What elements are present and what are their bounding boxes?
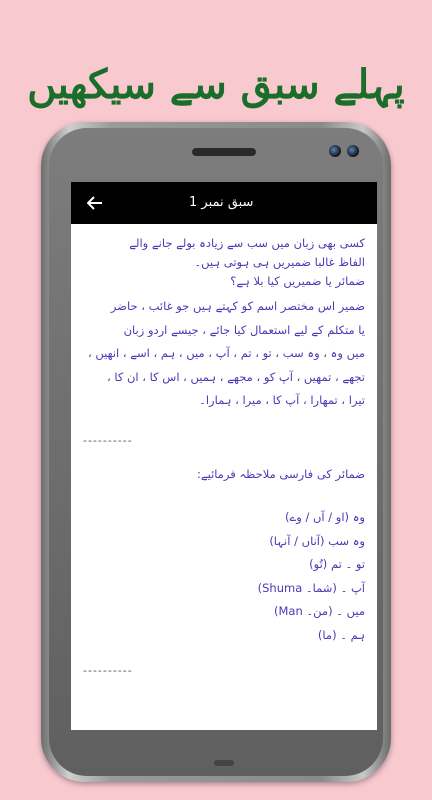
- separator: ----------: [83, 664, 133, 677]
- pronoun-item: میں ۔ (من۔ Man): [274, 604, 365, 618]
- phone-body: [49, 128, 383, 776]
- section-heading: ضمائر کی فارسی ملاحظہ فرمائیے:: [196, 466, 365, 481]
- text-line: میں وہ ، وہ سب ، تو ، تم ، آپ ، میں ، ہم ، اسے ، انھیں ،: [87, 346, 365, 360]
- phone-screen: [71, 182, 377, 730]
- speaker-grille: [192, 148, 256, 156]
- pronoun-item: تو ۔ تم (تُو): [309, 557, 365, 571]
- separator: ----------: [83, 433, 133, 447]
- text-line: ضمائر یا ضمیریں کیا بلا ہے؟: [230, 274, 365, 288]
- pronoun-item: وہ سب (آناں / آنہا): [269, 533, 365, 548]
- app-bar: [71, 182, 377, 224]
- lesson-title: سبق نمبر 1: [189, 195, 254, 210]
- arrow-back-icon[interactable]: [87, 182, 103, 224]
- phone-frame: [41, 122, 391, 782]
- pronoun-item: آپ ۔ (شما۔ Shuma): [257, 580, 365, 595]
- text-line: تجھے ، تمھیں ، آپ کو ، مجھے ، ہمیں ، اس کا ، ان کا ،: [106, 369, 365, 384]
- lesson-content: [71, 224, 377, 679]
- banner-title: پہلے سبق سے سیکھیں: [27, 61, 405, 108]
- text-line: ضمیر اس مختصر اسم کو کہتے ہیں جو غائب ، حاضر: [110, 299, 365, 313]
- pronoun-item: ہم ۔ (ما): [317, 627, 365, 642]
- home-button[interactable]: [214, 760, 234, 766]
- text-line: کسی بھی زبان میں سب سے زیادہ بولے جانے والے: [129, 236, 365, 250]
- text-line: تیرا ، تمھارا ، آپ کا ، میرا ، ہمارا۔: [199, 393, 365, 407]
- text-line: الفاظ غالبا ضمیریں ہی ہوتی ہیں۔: [194, 255, 365, 269]
- pronoun-item: وہ (او / آں / وے): [285, 510, 365, 524]
- camera-icon: [329, 145, 341, 157]
- text-line: یا متکلم کے لیے استعمال کیا جائے ، جیسے اردو زبان: [123, 322, 365, 337]
- sensor-icon: [347, 145, 359, 157]
